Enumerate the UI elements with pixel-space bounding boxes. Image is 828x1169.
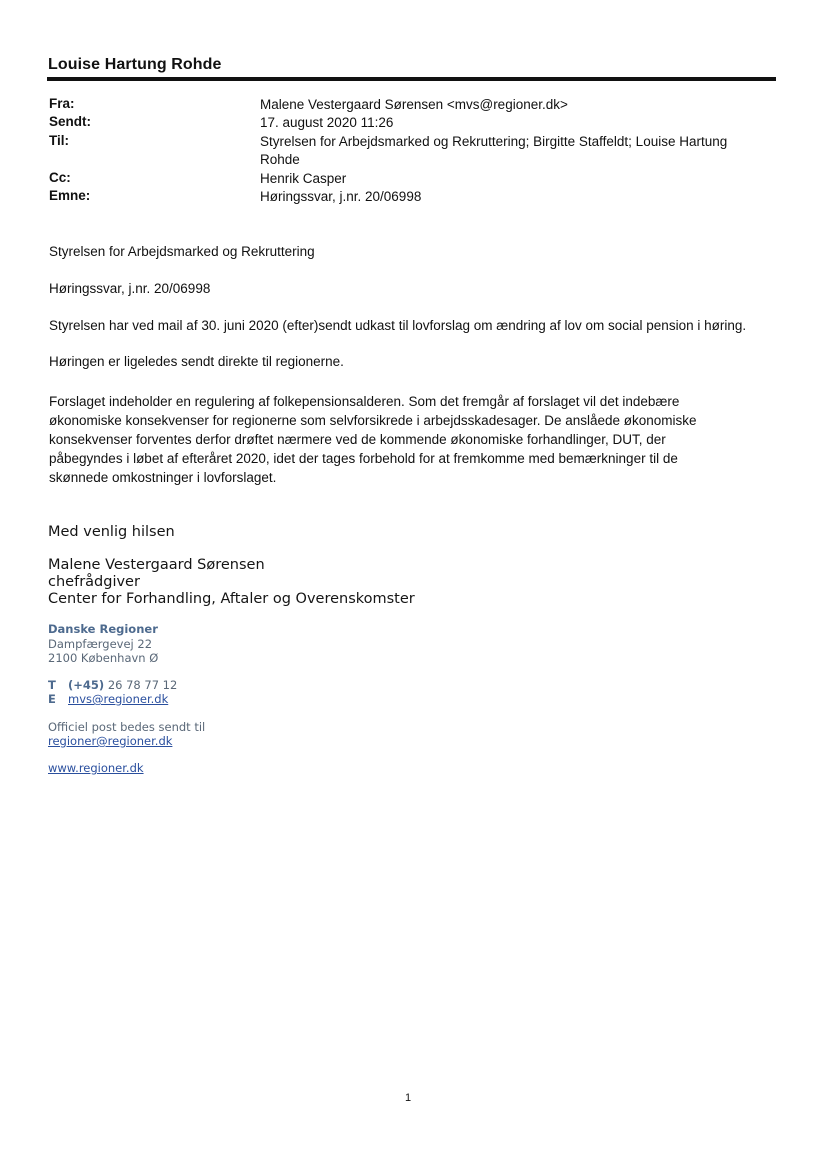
body-paragraph-3-line-1: Forslaget indeholder en regulering af folkepensionsalderen. Som det fremgår af forslaget vil det indebære: [49, 394, 680, 409]
email-letter: E: [48, 692, 56, 706]
from-value: Malene Vestergaard Sørensen <mvs@regioner.dk>: [260, 97, 568, 112]
body-subject: Høringssvar, j.nr. 20/06998: [49, 281, 211, 296]
contact-phone: [48, 678, 177, 692]
page-number: 1: [405, 1092, 412, 1104]
phone-number: 26 78 77 12: [107, 678, 178, 692]
to-label: Til:: [49, 133, 69, 148]
mailbox-owner-name: Louise Hartung Rohde: [48, 56, 222, 73]
website-link[interactable]: www.regioner.dk: [48, 761, 144, 775]
cc-value: Henrik Casper: [260, 171, 347, 186]
signature-name: Malene Vestergaard Sørensen: [48, 557, 265, 573]
email-link[interactable]: mvs@regioner.dk: [68, 692, 169, 706]
signature-closing: Med venlig hilsen: [48, 524, 175, 540]
contact-street: Dampfærgevej 22: [48, 637, 153, 651]
body-paragraph-3-line-2: økonomiske konsekvenser for regionerne som selvforsikrede i arbejdsskadesager. De anslåede økonomiske: [49, 413, 697, 428]
signature-title: chefrådgiver: [48, 574, 140, 590]
phone-letter: T: [48, 678, 56, 692]
phone-prefix: (+45): [68, 678, 105, 692]
header-divider: [47, 77, 776, 81]
official-email-link[interactable]: regioner@regioner.dk: [48, 734, 173, 748]
to-value-line-2: Rohde: [260, 152, 300, 167]
body-paragraph-3-line-5: skønnede omkostninger i lovforslaget.: [49, 470, 277, 485]
sent-value: 17. august 2020 11:26: [260, 115, 394, 130]
body-paragraph-1: Styrelsen har ved mail af 30. juni 2020 (efter)sendt udkast til lovforslag om ændring af lov om social pension i høring.: [49, 318, 747, 333]
official-post-note: Officiel post bedes sendt til: [48, 720, 206, 734]
signature-department: Center for Forhandling, Aftaler og Overenskomster: [48, 591, 415, 607]
cc-label: Cc:: [49, 170, 71, 185]
to-value-line-1: Styrelsen for Arbejdsmarked og Rekruttering; Birgitte Staffeldt; Louise Hartung: [260, 134, 728, 149]
official-email-row: [48, 734, 172, 748]
from-label: Fra:: [49, 96, 75, 111]
body-paragraph-2: Høringen er ligeledes sendt direkte til regionerne.: [49, 354, 344, 369]
contact-city: 2100 København Ø: [48, 651, 159, 665]
contact-email: [48, 692, 168, 706]
website-row: [48, 761, 144, 775]
body-paragraph-3-line-4: påbegyndes i løbet af efteråret 2020, idet der tages forbehold for at fremkomme med bemærkninger til de: [49, 451, 678, 466]
sent-label: Sendt:: [49, 114, 91, 129]
body-paragraph-3-line-3: konsekvenser forventes derfor drøftet nærmere ved de kommende økonomiske forhandlinger, DUT, der: [49, 432, 666, 447]
body-recipient: Styrelsen for Arbejdsmarked og Rekruttering: [49, 244, 315, 259]
subject-label: Emne:: [49, 188, 91, 203]
subject-value: Høringssvar, j.nr. 20/06998: [260, 189, 422, 204]
contact-organization: Danske Regioner: [48, 622, 158, 636]
